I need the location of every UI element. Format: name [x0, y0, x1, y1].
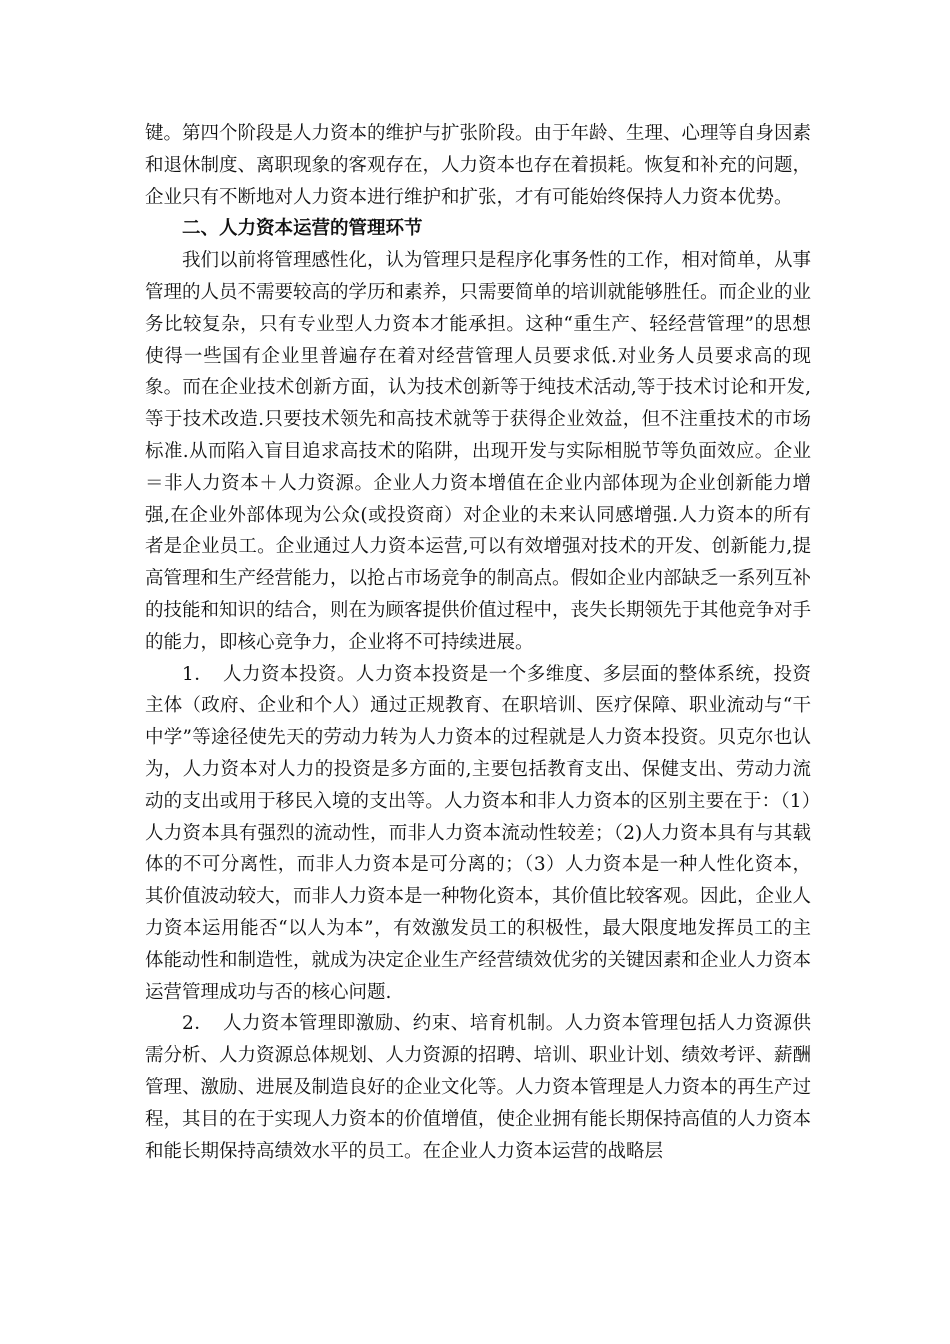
paragraph-capital-management: 2． 人力资本管理即激励、约束、培育机制。人力资本管理包括人力资源供需分析、人力资源总体规划、人力资源的招聘、培训、职业计划、绩效考评、薪酬管理、激励、进展及制造良好的企业文化等。人力资本管理是人力资本的再生产过程，其目的在于实现人力资本的价值增值，使企业拥有能长期保持高值的人力资本和能长期保持高绩效水平的员工。在企业人力资本运营的战略层: [145, 1013, 812, 1162]
section-heading: 二、人力资本运营的管理环节: [182, 218, 423, 240]
paragraph-capital-investment: 1． 人力资本投资。人力资本投资是一个多维度、多层面的整体系统，投资主体（政府、企业和个人）通过正规教育、在职培训、医疗保障、职业流动与“干中学”等途径使先天的劳动力转为人力资本的过程就是人力资本投资。贝克尔也认为，人力资本对人力的投资是多方面的,主要包括教育支出、保健支出、劳动力流动的支出或用于移民入境的支出等。人力资本和非人力资本的区别主要在于：（1）人力资本具有强烈的流动性，而非人力资本流动性较差；（2)人力资本具有与其载体的不可分离性，而非人力资本是可分离的；（3）人力资本是一种人性化资本，其价值波动较大，而非人力资本是一种物化资本，其价值比较客观。因此，企业人力资本运用能否“以人为本”，有效激发员工的积极性，最大限度地发挥员工的主体能动性和制造性，就成为决定企业生产经营绩效优劣的关键因素和企业人力资本运营管理成功与否的核心问题.: [145, 663, 812, 1003]
paragraph-management-intro: 我们以前将管理感性化，认为管理只是程序化事务性的工作，相对简单，从事管理的人员不需要较高的学历和素养，只需要简单的培训就能够胜任。而企业的业务比较复杂，只有专业型人力资本才能承担。这种“重生产、轻经营管理”的思想使得一些国有企业里普遍存在着对经营管理人员要求低.对业务人员要求高的现象。而在企业技术创新方面，认为技术创新等于纯技术活动,等于技术讨论和开发,等于技术改造.只要技术领先和高技术就等于获得企业效益，但不注重技术的市场标准.从而陷入盲目追求高技术的陷阱，出现开发与实际相脱节等负面效应。企业＝非人力资本＋人力资源。企业人力资本增值在企业内部体现为企业创新能力增强,在企业外部体现为公众(或投资商）对企业的未来认同感增强.人力资本的所有者是企业员工。企业通过人力资本运营,可以有效增强对技术的开发、创新能力,提高管理和生产经营能力，以抢占市场竞争的制高点。假如企业内部缺乏一系列互补的技能和知识的结合，则在为顾客提供价值过程中，丧失长期领先于其他竞争对手的能力，即核心竞争力，企业将不可持续进展。: [145, 250, 812, 653]
paragraph-continuation: 键。第四个阶段是人力资本的维护与扩张阶段。由于年龄、生理、心理等自身因素和退休制度、离职现象的客观存在，人力资本也存在着损耗。恢复和补充的问题，企业只有不断地对人力资本进行维护和扩张，才有可能始终保持人力资本优势。: [145, 123, 812, 208]
document-page: [145, 118, 811, 1167]
